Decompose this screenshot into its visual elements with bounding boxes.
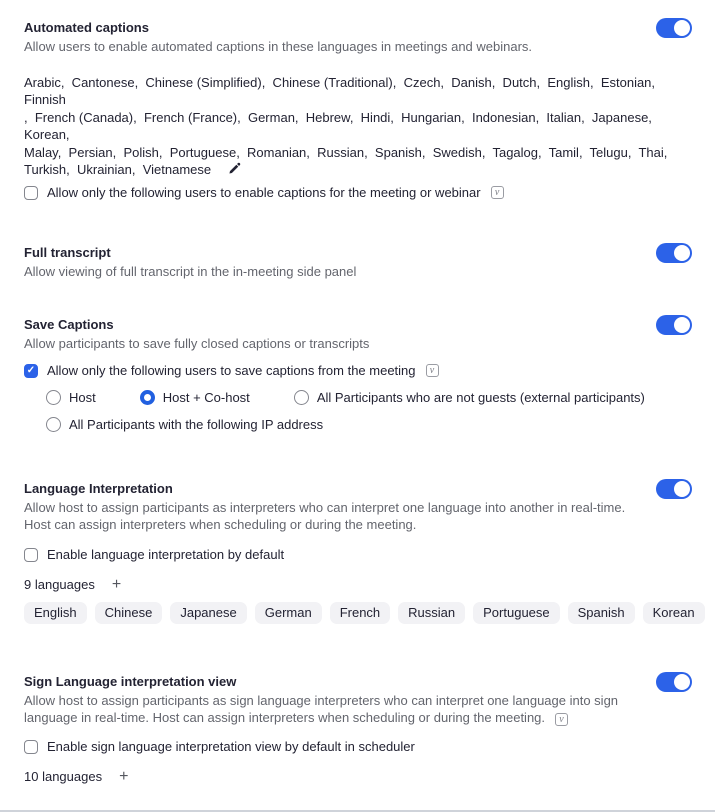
v-badge-icon[interactable]: v [491, 186, 504, 199]
sign-languages-count-row [24, 769, 692, 785]
language-chip: Chinese [95, 602, 163, 624]
language-interpretation-toggle[interactable] [656, 479, 692, 499]
save-captions-radio-group-row2 [46, 417, 692, 433]
radio-circle[interactable] [294, 390, 309, 405]
checkbox-box[interactable] [24, 740, 38, 754]
radio-label: Host + Co-host [162, 389, 250, 405]
full-transcript-description: Allow viewing of full transcript in the in-meeting side panel [24, 263, 357, 279]
radio-label: All Participants with the following IP address [69, 416, 324, 432]
full-transcript-toggle[interactable] [656, 243, 692, 263]
languages-count: 9 languages [24, 576, 95, 592]
allow-only-users-save-captions-checkbox[interactable] [24, 363, 692, 379]
save-captions-toggle[interactable] [656, 315, 692, 335]
add-language-plus-icon[interactable]: + [119, 767, 129, 785]
add-language-plus-icon[interactable]: + [111, 575, 122, 593]
checkbox-box[interactable] [24, 186, 38, 200]
radio-circle[interactable] [46, 390, 61, 405]
radio-label: Host [69, 389, 96, 405]
checkbox-label: Allow only the following users to enable captions for the meeting or webinar [47, 184, 481, 200]
language-chip: Spanish [568, 602, 635, 624]
language-chip: English [24, 602, 87, 624]
language-chip: Japanese [170, 602, 246, 624]
radio-label: All Participants who are not guests (external participants) [316, 389, 645, 405]
save-captions-radio-group-row1 [46, 390, 692, 406]
language-chip: French [330, 602, 390, 624]
language-chip: German [255, 602, 322, 624]
save-captions-title: Save Captions [24, 317, 114, 332]
automated-captions-toggle[interactable] [656, 18, 692, 38]
sign-language-description: Allow host to assign participants as sign language interpreters who can interpret one language into sign language in real-time. Host can assign interpreters when scheduling or during the meeting. v [24, 692, 619, 725]
toggle-knob [674, 481, 690, 497]
section-automated-captions [24, 20, 692, 201]
captions-settings-page [0, 20, 715, 785]
edit-languages-pencil-icon[interactable] [227, 162, 241, 176]
automated-captions-title: Automated captions [24, 20, 149, 35]
language-chip: Korean [643, 602, 705, 624]
v-badge-icon[interactable]: v [555, 713, 568, 726]
enable-language-interpretation-checkbox[interactable] [24, 547, 692, 563]
interpretation-languages-count-row [24, 577, 692, 593]
radio-host[interactable] [46, 390, 96, 406]
caption-language-list: Arabic, Cantonese, Chinese (Simplified), Chinese (Traditional), Czech, Danish, Dutch, English, Estonian, Finnish , French (Canada), French (France), German, Hebrew, Hindi, Hungarian, Indonesian, Italian, Japanese, Korean, Malay, Persian, Polish, Portuguese, Romanian, Russian, Spanish, Swedish, Tagalog, Tamil, Telugu, Thai, Turkish, Ukrainian, Vietnamese [24, 74, 668, 177]
enable-sign-language-view-checkbox[interactable] [24, 739, 692, 755]
automated-captions-description: Allow users to enable automated captions in these languages in meetings and webinars. [24, 39, 533, 54]
languages-count: 10 languages [24, 768, 103, 784]
toggle-knob [674, 674, 690, 690]
section-sign-language-interpretation [24, 674, 692, 785]
section-save-captions [24, 317, 692, 433]
checkbox-label: Enable language interpretation by default [47, 546, 285, 562]
full-transcript-title: Full transcript [24, 244, 111, 260]
checkbox-label: Enable sign language interpretation view by default in scheduler [47, 738, 415, 754]
checkbox-box[interactable] [24, 548, 38, 562]
interpretation-language-chips [24, 602, 695, 624]
language-interpretation-description: Allow host to assign participants as interpreters who can interpret one language into another in real-time. Host can assign interpreters when scheduling or during the meeting. [24, 499, 626, 532]
toggle-knob [674, 317, 690, 333]
radio-circle[interactable] [140, 390, 155, 405]
v-badge-icon[interactable]: v [426, 364, 439, 377]
sign-language-toggle[interactable] [656, 672, 692, 692]
allow-only-users-enable-captions-checkbox[interactable] [24, 185, 692, 201]
toggle-knob [674, 245, 690, 261]
language-chip: Russian [398, 602, 465, 624]
language-chip: Portuguese [473, 602, 560, 624]
radio-circle[interactable] [46, 417, 61, 432]
checkbox-label: Allow only the following users to save captions from the meeting [47, 362, 416, 378]
checkbox-box[interactable]: ✓ [24, 364, 38, 378]
save-captions-description: Allow participants to save fully closed captions or transcripts [24, 336, 370, 351]
sign-language-title: Sign Language interpretation view [24, 673, 237, 689]
section-full-transcript [24, 245, 692, 281]
radio-host-cohost[interactable] [140, 390, 250, 406]
radio-all-participants-ip[interactable] [46, 417, 323, 433]
section-language-interpretation [24, 480, 695, 624]
toggle-knob [674, 20, 690, 36]
radio-all-participants-not-guests[interactable] [294, 390, 645, 406]
language-interpretation-title: Language Interpretation [24, 480, 173, 496]
